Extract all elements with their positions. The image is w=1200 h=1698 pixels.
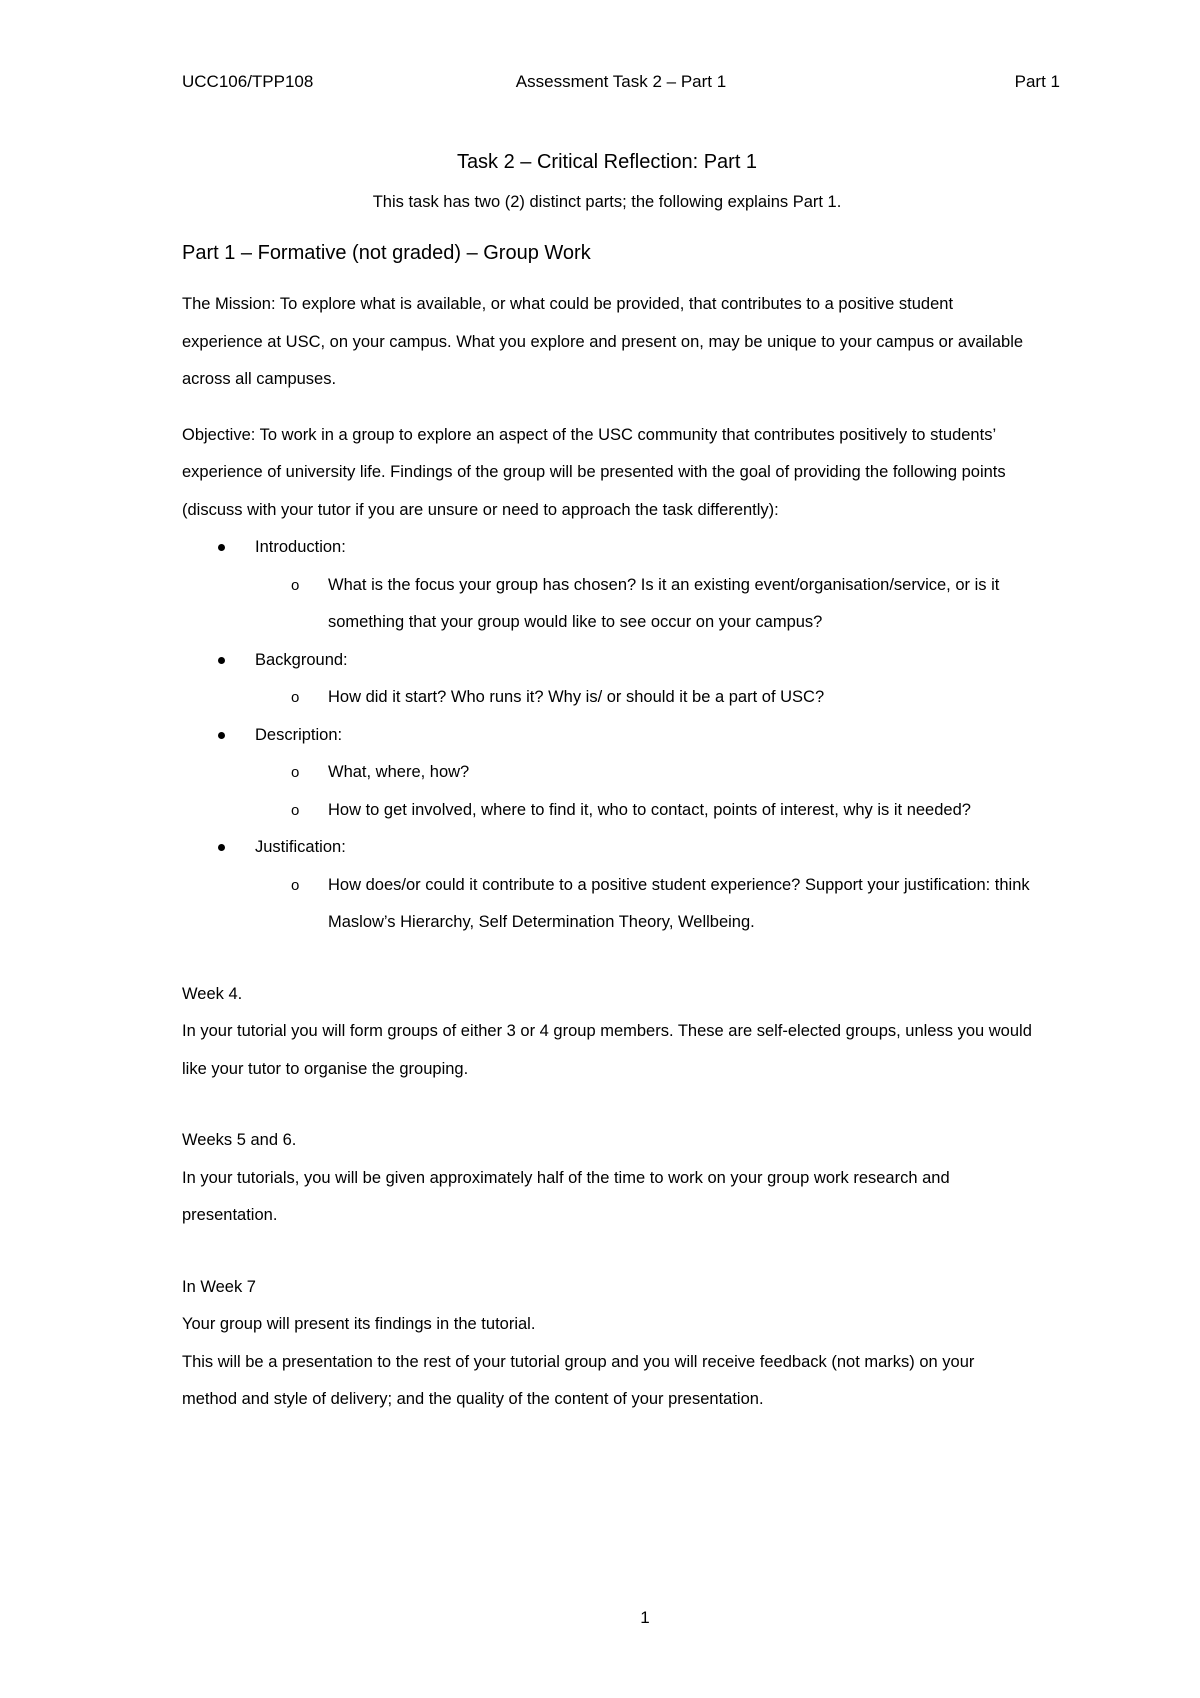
week-7-section <box>182 1269 1032 1419</box>
sub-list-item <box>255 792 1032 830</box>
circle-bullet-icon: o <box>291 689 300 706</box>
mission-paragraph: The Mission: To explore what is available, or what could be provided, that contributes to a positive student experience at USC, on your campus. What you explore and present on, may be unique to your campus or available across all campuses. <box>182 295 1024 388</box>
week-4-section <box>182 976 1032 1089</box>
week-heading: In Week 7 <box>182 1277 256 1296</box>
week-heading: Week 4. <box>182 984 243 1003</box>
sub-list-item <box>255 679 1032 717</box>
bullet-label: Background: <box>255 650 348 669</box>
list-item <box>182 829 1032 942</box>
sub-item-text: How does/or could it contribute to a positive student experience? Support your justification: think Maslow’s Hierarchy, Self Determination Theory, Wellbeing. <box>328 875 1030 931</box>
sub-list <box>255 754 1032 829</box>
list-item <box>182 529 1032 642</box>
bullet-icon <box>218 844 225 851</box>
circle-bullet-icon: o <box>291 801 300 819</box>
bullet-icon <box>218 544 225 551</box>
sub-item-text: What is the focus your group has chosen? Is it an existing event/organisation/service, or is it something that your group would like to see occur on your campus? <box>328 575 1000 631</box>
bullet-label: Description: <box>255 725 343 744</box>
list-item <box>182 642 1032 717</box>
bullet-label: Justification: <box>255 838 346 856</box>
points-list <box>182 529 1032 942</box>
part-heading: Part 1 – Formative (not graded) – Group Work <box>182 242 591 264</box>
document-body <box>182 148 1032 1419</box>
header-part: Part 1 <box>1014 72 1060 91</box>
circle-bullet-icon: o <box>291 764 300 781</box>
document-subtitle: This task has two (2) distinct parts; the following explains Part 1. <box>372 193 842 211</box>
bullet-icon <box>218 657 225 664</box>
week-heading: Weeks 5 and 6. <box>182 1131 297 1149</box>
week-text: Your group will present its findings in the tutorial. <box>182 1315 536 1333</box>
sub-item-text: How did it start? Who runs it? Why is/ or should it be a part of USC? <box>328 688 825 706</box>
page-header <box>182 72 1060 96</box>
header-course-code: UCC106/TPP108 <box>182 72 314 91</box>
header-task-title: Assessment Task 2 – Part 1 <box>515 72 727 91</box>
week-text: In your tutorials, you will be given approximately half of the time to work on your group work research and presentation. <box>182 1168 950 1224</box>
sub-list-item <box>255 867 1032 942</box>
sub-list-item <box>255 567 1032 642</box>
week-text: This will be a presentation to the rest of your tutorial group and you will receive feedback (not marks) on your method and style of delivery; and the quality of the content of your presentation. <box>182 1352 975 1408</box>
sub-list <box>255 679 1032 717</box>
sub-item-text: How to get involved, where to find it, who to contact, points of interest, why is it needed? <box>328 800 971 819</box>
objective-paragraph: Objective: To work in a group to explore an aspect of the USC community that contributes positively to students’ experience of university life. Findings of the group will be presented with the goal of providing the following points (discuss with your tutor if you are unsure or need to approach the task differently): <box>182 425 1006 519</box>
circle-bullet-icon: o <box>291 876 300 894</box>
bullet-icon <box>218 732 225 739</box>
week-text: In your tutorial you will form groups of either 3 or 4 group members. These are self-elected groups, unless you would like your tutor to organise the grouping. <box>182 1022 1032 1078</box>
sub-list <box>255 567 1032 642</box>
document-title: Task 2 – Critical Reflection: Part 1 <box>456 151 758 173</box>
list-item <box>182 717 1032 830</box>
sub-item-text: What, where, how? <box>328 763 470 781</box>
weeks-5-6-section <box>182 1122 1032 1235</box>
sub-list-item <box>255 754 1032 792</box>
bullet-label: Introduction: <box>255 538 346 556</box>
page-number: 1 <box>640 1608 650 1627</box>
sub-list <box>255 867 1032 942</box>
circle-bullet-icon: o <box>291 576 300 594</box>
